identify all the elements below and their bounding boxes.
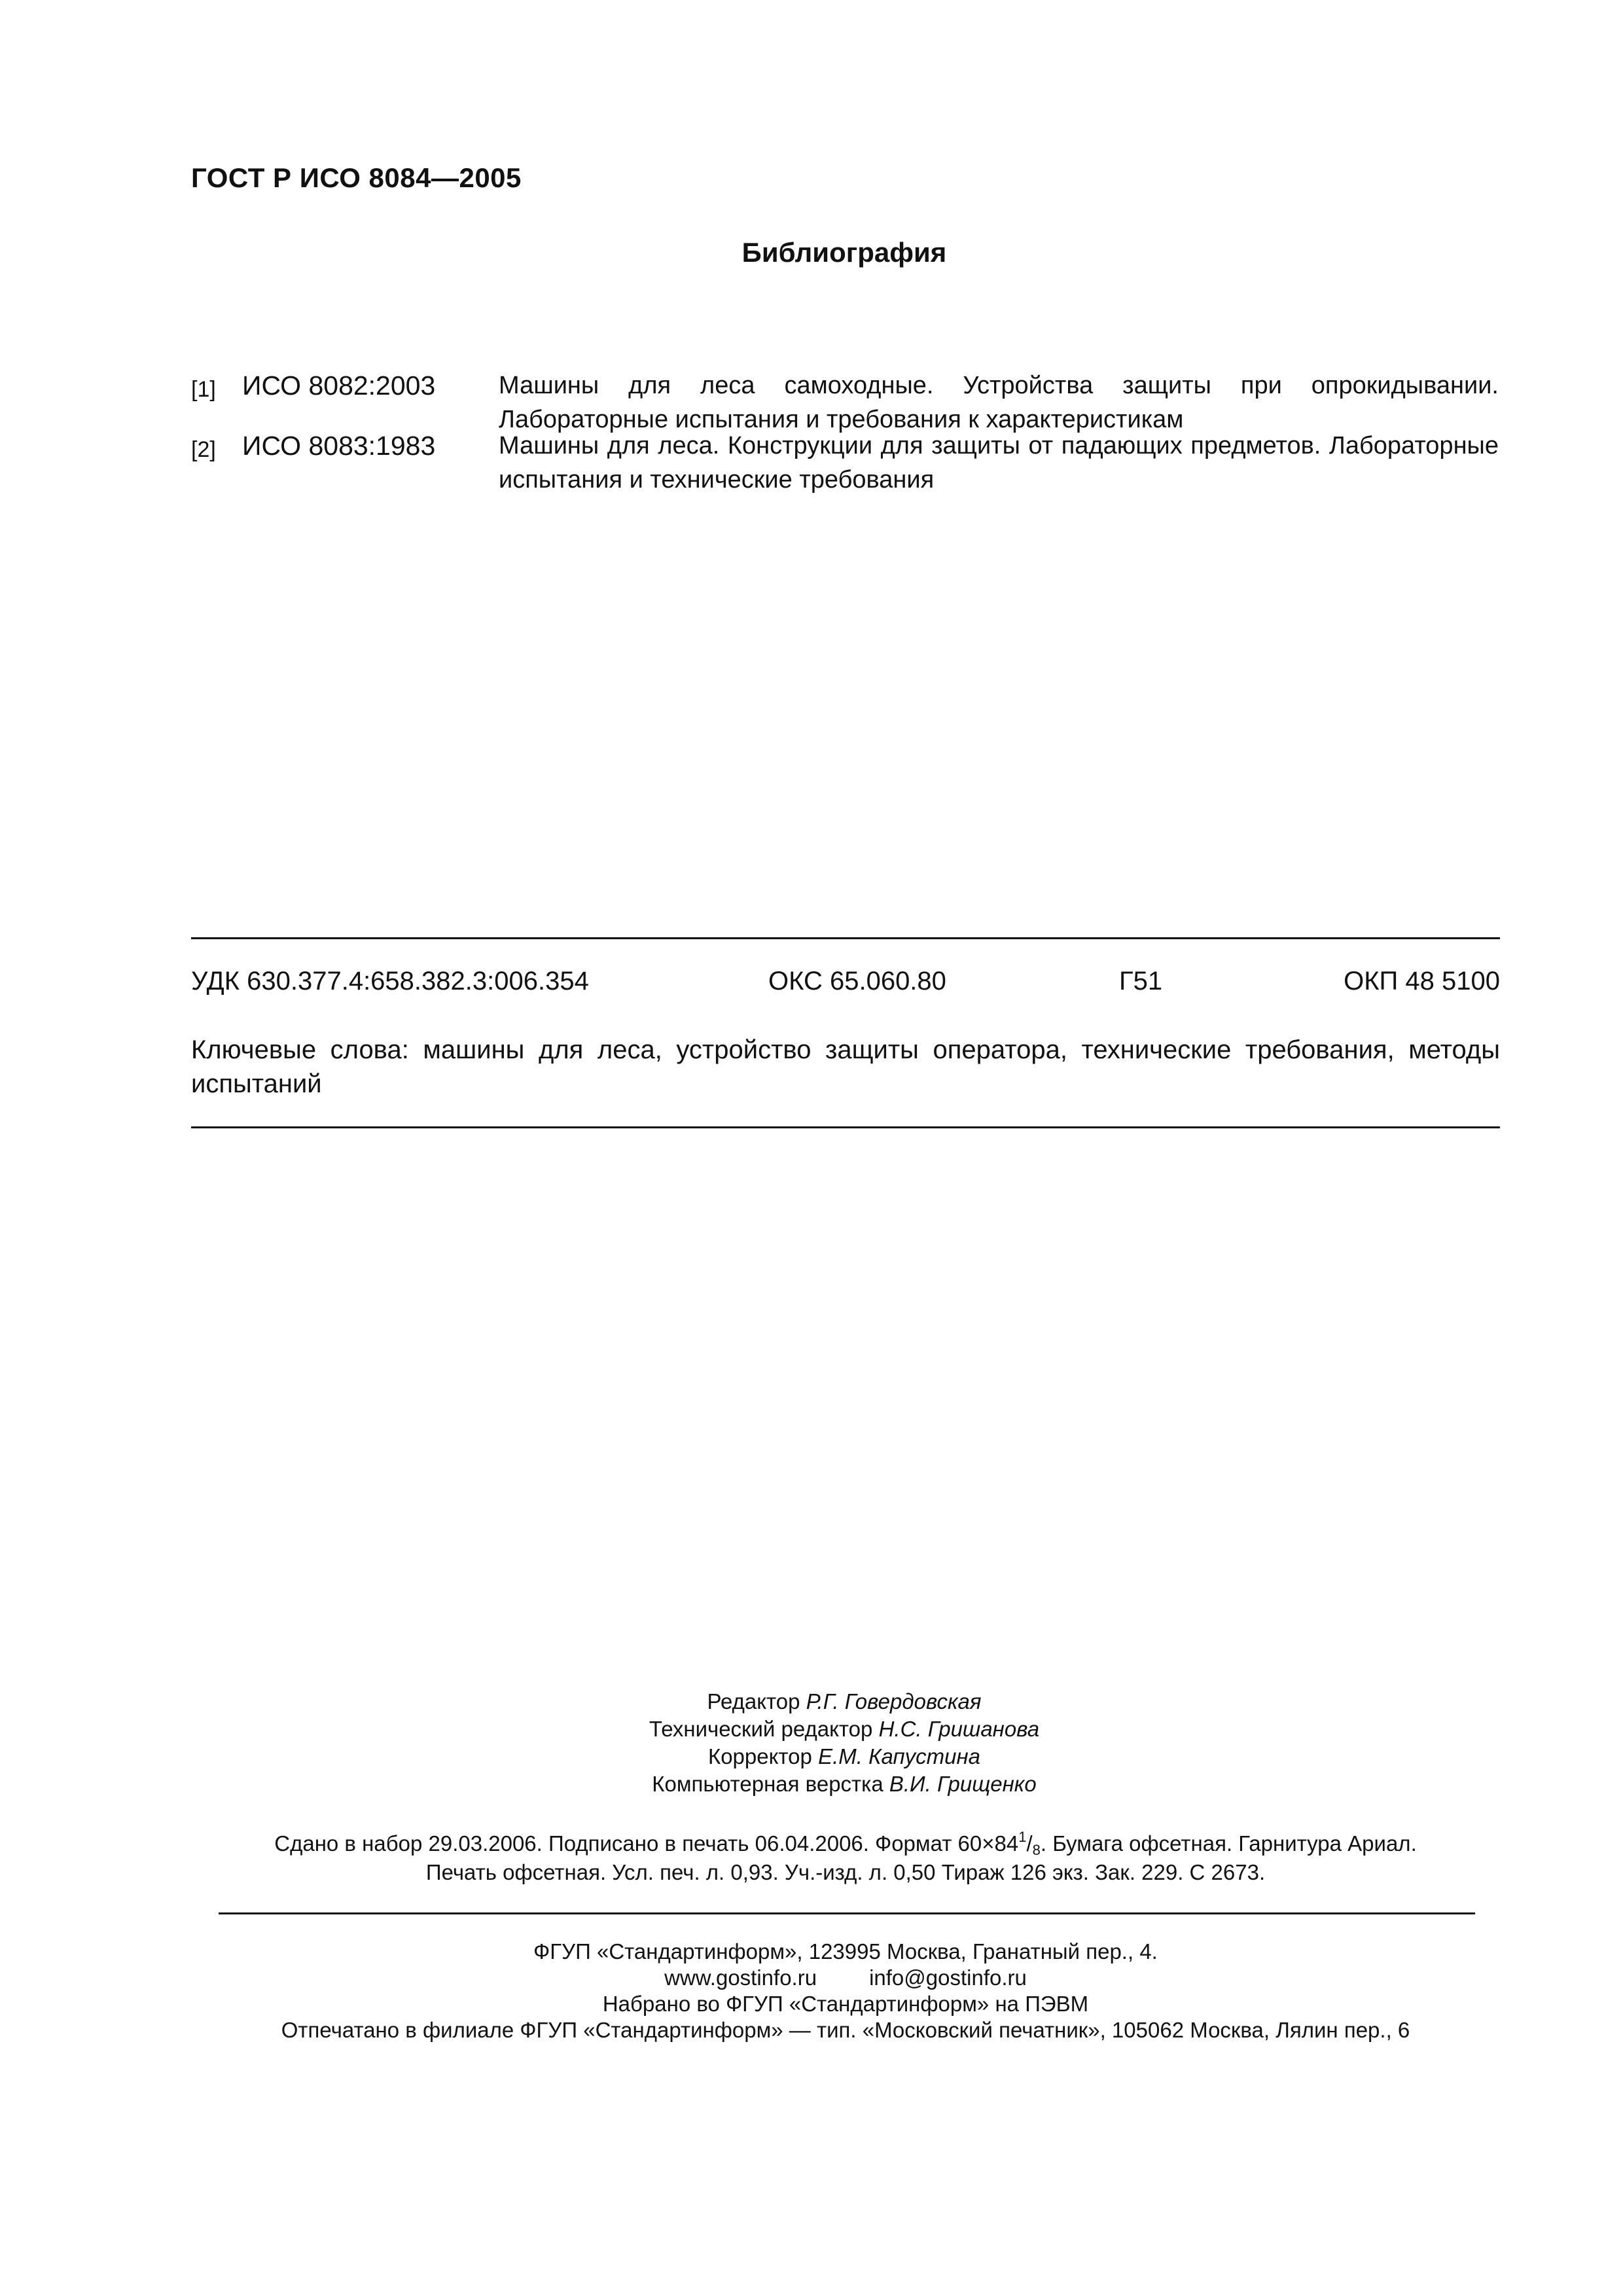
- publisher-printed: Отпечатано в филиале ФГУП «Стандартинформ» — тип. «Московский печатник», 105062 Москва, Лялин пер., 6: [281, 2018, 1410, 2042]
- tech-editor-name: Н.С. Гришанова: [878, 1717, 1040, 1741]
- imprint-corrector: [0, 1744, 1623, 1770]
- editor-label: Редактор: [707, 1689, 800, 1713]
- imprint-tech-editor: [0, 1716, 1623, 1742]
- publisher-info: [191, 1939, 1500, 2043]
- publisher-address: ФГУП «Стандартинформ», 123995 Москва, Гранатный пер., 4.: [533, 1939, 1158, 1964]
- tech-editor-label: Технический редактор: [649, 1717, 873, 1741]
- print-info: [191, 1829, 1500, 1887]
- layout-name: В.И. Грищенко: [889, 1772, 1037, 1796]
- entry-description: Машины для леса самоходные. Устройства защиты при опрокидывании. Лабораторные испытания и требования к характеристикам: [499, 372, 1499, 433]
- publisher-contacts: [191, 1965, 1500, 1991]
- entry-code: ИСО 8083:1983: [242, 431, 436, 461]
- udk-code: УДК 630.377.4:658.382.3:006.354: [191, 967, 589, 996]
- bibliography-title: Библиография: [741, 237, 947, 268]
- entry-description: Машины для леса. Конструкции для защиты от падающих предметов. Лабораторные испытания и технические требования: [499, 432, 1499, 493]
- corrector-name: Е.М. Капустина: [818, 1744, 981, 1768]
- print-info-line-1: Сдано в набор 29.03.2006. Подписано в печать 06.04.2006. Формат $60\times 84^1/_8$. Бумага офсетная. Гарнитура Ариал.: [274, 1829, 1417, 1858]
- classification-row: [191, 967, 1500, 1002]
- standard-id: ГОСТ Р ИСО 8084—2005: [191, 162, 522, 193]
- imprint-editor: [0, 1689, 1623, 1715]
- divider-bottom: [191, 1126, 1500, 1128]
- oks-code: ОКС 65.060.80: [768, 967, 946, 996]
- divider-publisher: [219, 1912, 1475, 1914]
- publisher-email-link[interactable]: info@gostinfo.ru: [869, 1965, 1027, 1990]
- publisher-typeset: Набрано во ФГУП «Стандартинформ» на ПЭВМ: [602, 1992, 1089, 2016]
- print-info-line-2: Печать офсетная. Усл. печ. л. 0,93. Уч.-изд. л. 0,50 Тираж 126 экз. Зак. 229. С 2673.: [425, 1860, 1266, 1884]
- entry-number: [1]: [191, 377, 216, 402]
- editor-name: Р.Г. Говердовская: [806, 1689, 982, 1713]
- group-code: Г51: [1119, 967, 1163, 996]
- keywords: Ключевые слова: машины для леса, устройство защиты оператора, технические требования, методы испытаний: [191, 1035, 1500, 1098]
- okp-code: ОКП 48 5100: [1344, 967, 1500, 996]
- publisher-website-link[interactable]: www.gostinfo.ru: [664, 1965, 817, 1990]
- entry-code: ИСО 8082:2003: [242, 370, 436, 401]
- layout-label: Компьютерная верстка: [652, 1772, 883, 1796]
- entry-number: [2]: [191, 437, 216, 462]
- imprint-layout: [0, 1771, 1623, 1797]
- corrector-label: Корректор: [707, 1744, 812, 1768]
- divider-top: [191, 937, 1500, 939]
